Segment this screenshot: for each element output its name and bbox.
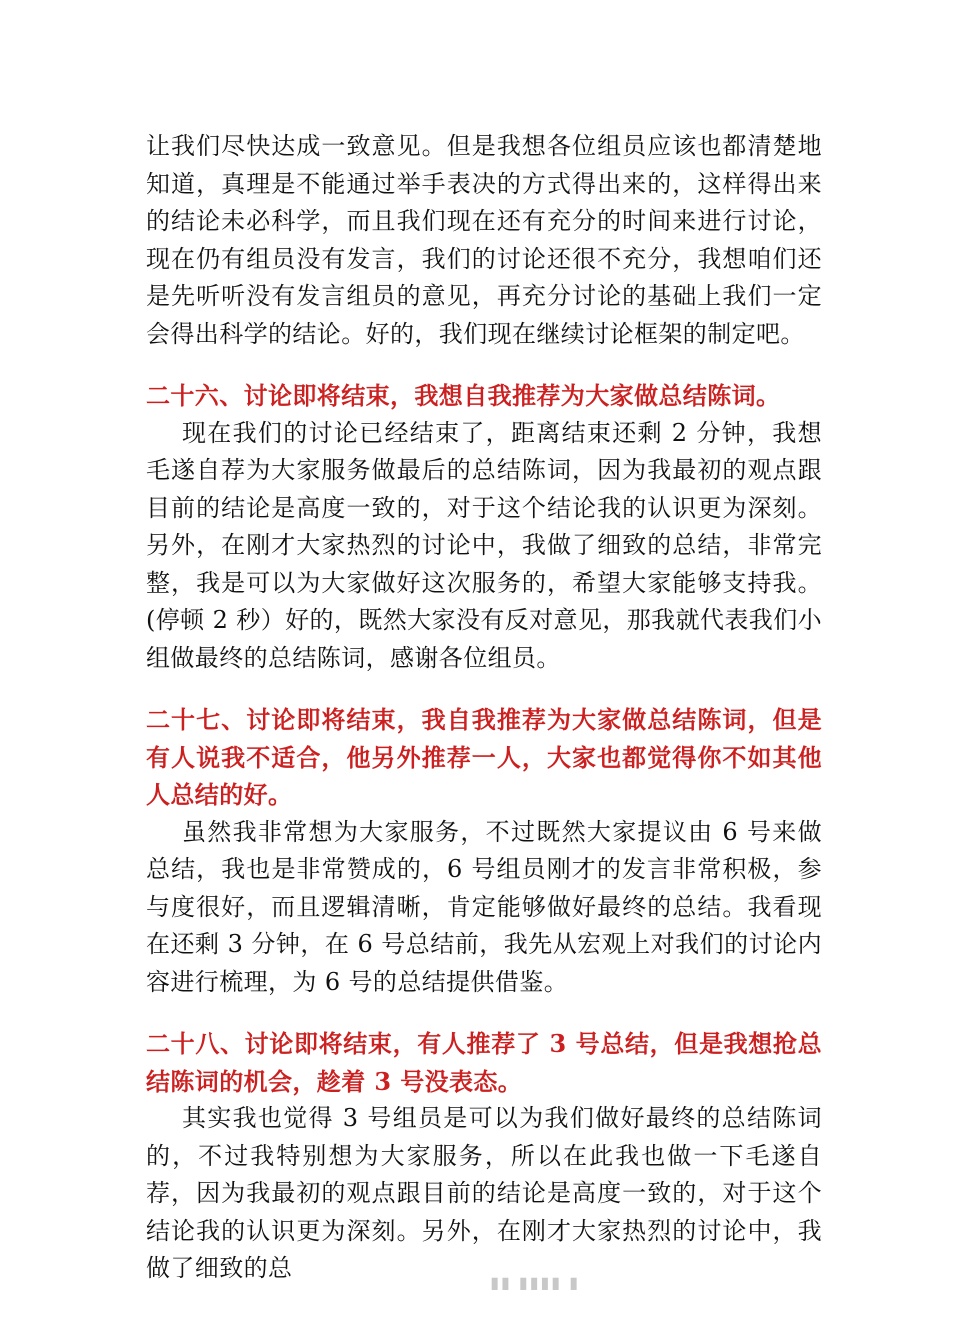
paragraph-28: 其实我也觉得 3 号组员是可以为我们做好最终的总结陈词的，不过我特别想为大家服务，所以在此我也做一下毛遂自荐，因为我最初的观点跟目前的结论是高度一致的，对于这个结论我的认识更为深刻。另外，在刚才大家热烈的讨论中，我做了细致的总 — [146, 1104, 822, 1282]
section-heading-27: 二十七、讨论即将结束，我自我推荐为大家做总结陈词，但是有人说我不适合，他另外推荐一人，大家也都觉得你不如其他人总结的好。 — [146, 705, 822, 809]
watermark-logo: ▮▮ ▮▮▮▮ ▮ — [490, 1273, 580, 1292]
section-heading-28: 二十八、讨论即将结束，有人推荐了 3 号总结，但是我想抢总结陈词的机会，趁着 3 号没表态。 — [146, 1029, 822, 1096]
section-heading-26: 二十六、讨论即将结束，我想自我推荐为大家做总结陈词。 — [146, 381, 781, 410]
paragraph-continued: 让我们尽快达成一致意见。但是我想各位组员应该也都清楚地知道，真理是不能通过举手表决的方式得出来的，这样得出来的结论未必科学，而且我们现在还有充分的时间来进行讨论，现在仍有组员没有发言，我们的讨论还很不充分，我想咱们还是先听听没有发言组员的意见，再充分讨论的基础上我们一定会得出科学的结论。好的，我们现在继续讨论框架的制定吧。 — [146, 132, 822, 348]
paragraph-27: 虽然我非常想为大家服务，不过既然大家提议由 6 号来做总结，我也是非常赞成的，6 号组员刚才的发言非常积极，参与度很好，而且逻辑清晰，肯定能够做好最终的总结。我看现在还剩 3 分钟，在 6 号总结前，我先从宏观上对我们的讨论内容进行梳理，为 6 号的总结提供借鉴。 — [146, 817, 822, 996]
paragraph-26: 现在我们的讨论已经结束了，距离结束还剩 2 分钟，我想毛遂自荐为大家服务做最后的总结陈词，因为我最初的观点跟目前的结论是高度一致的，对于这个结论我的认识更为深刻。另外，在刚才大家热烈的讨论中，我做了细致的总结，非常完整，我是可以为大家做好这次服务的，希望大家能够支持我。(停顿 2 秒）好的，既然大家没有反对意见，那我就代表我们小组做最终的总结陈词，感谢各位组员。 — [146, 418, 822, 672]
